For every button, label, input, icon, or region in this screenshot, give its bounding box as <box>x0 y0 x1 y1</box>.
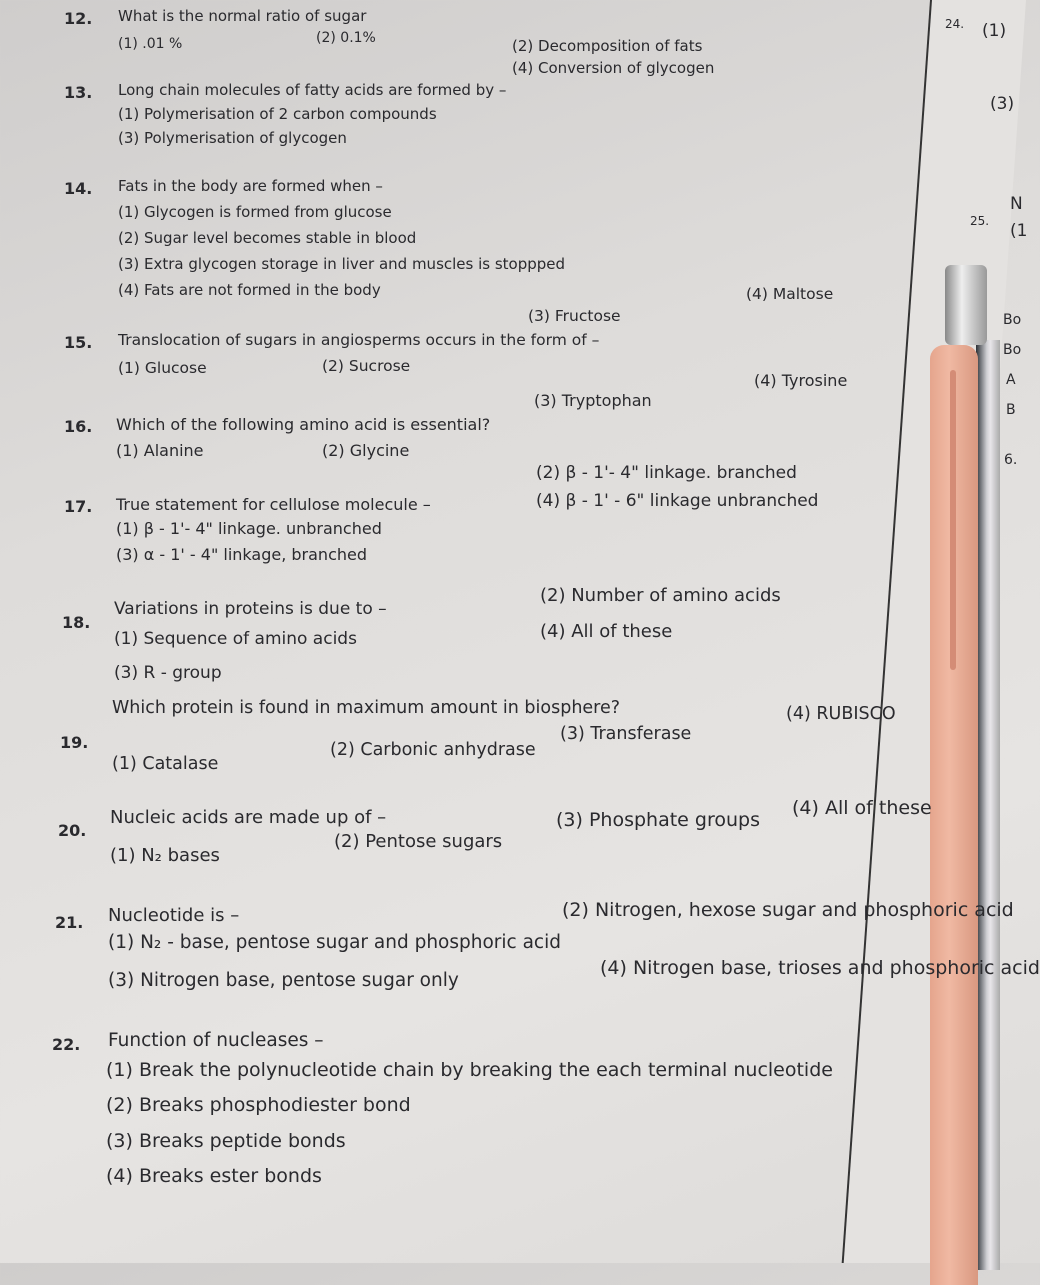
option: (2) Breaks phosphodiester bond <box>106 1094 411 1116</box>
option: (3) Phosphate groups <box>556 809 760 831</box>
option: (4) Conversion of glycogen <box>512 59 715 77</box>
question-text: Function of nucleases – <box>108 1030 324 1051</box>
question-number: 22. <box>52 1035 81 1054</box>
option: (3) <box>990 94 1015 114</box>
option: (4) β - 1' - 6" linkage unbranched <box>536 491 819 511</box>
option: (1) Alanine <box>116 441 204 460</box>
option: (3) Fructose <box>528 307 621 325</box>
text-fragment: 6. <box>1004 452 1018 468</box>
option: (2) 0.1% <box>316 30 376 46</box>
option: (4) All of these <box>792 797 932 819</box>
option: (3) α - 1' - 4" linkage, branched <box>116 545 367 564</box>
option: (4) Breaks ester bonds <box>106 1165 322 1187</box>
text-fragment: (1 <box>1010 221 1028 241</box>
question-text: Variations in proteins is due to – <box>114 599 387 619</box>
text-fragment: Bo <box>1003 312 1022 328</box>
option: (3) Tryptophan <box>534 391 652 410</box>
option: (2) Sugar level becomes stable in blood <box>118 229 417 247</box>
question-number: 16. <box>64 417 93 436</box>
question-text: Long chain molecules of fatty acids are formed by – <box>118 81 507 99</box>
question-number: 21. <box>55 913 84 932</box>
question-number: 25. <box>970 214 990 228</box>
option: (4) Tyrosine <box>754 371 848 390</box>
question-text: Translocation of sugars in angiosperms occurs in the form of – <box>118 331 600 349</box>
option: (1) Break the polynucleotide chain by breaking the each terminal nucleotide <box>106 1059 833 1081</box>
question-number: 15. <box>64 333 93 352</box>
option: (1) Polymerisation of 2 carbon compounds <box>118 105 437 123</box>
pen-ferrule <box>945 265 987 345</box>
text-fragment: B <box>1006 402 1016 418</box>
pen-clip <box>950 370 956 670</box>
option: (1) N₂ bases <box>110 845 220 866</box>
option: (4) Fats are not formed in the body <box>118 281 381 299</box>
option: (3) Breaks peptide bonds <box>106 1130 346 1152</box>
question-text: Nucleic acids are made up of – <box>110 807 387 828</box>
option: (1) β - 1'- 4" linkage. unbranched <box>116 519 382 538</box>
option: (2) Glycine <box>322 441 410 460</box>
question-text: What is the normal ratio of sugar <box>118 7 367 25</box>
option: (3) R - group <box>114 663 222 683</box>
question-text: Fats in the body are formed when – <box>118 177 383 195</box>
text-fragment: Bo <box>1003 342 1022 358</box>
option: (3) Polymerisation of glycogen <box>118 129 347 147</box>
option: (4) Nitrogen base, trioses and phosphoric acid <box>600 957 1040 979</box>
option: (3) Transferase <box>560 724 692 744</box>
question-number: 14. <box>64 179 93 198</box>
option: (4) All of these <box>540 621 673 642</box>
question-text: Which of the following amino acid is essential? <box>116 415 491 434</box>
option: (2) Sucrose <box>322 357 411 375</box>
question-number: 24. <box>945 17 965 31</box>
option: (2) Carbonic anhydrase <box>330 740 536 760</box>
option: (1) Sequence of amino acids <box>114 629 357 649</box>
option: (2) Decomposition of fats <box>512 37 703 55</box>
option: (1) <box>982 21 1007 41</box>
option: (3) Nitrogen base, pentose sugar only <box>108 970 459 991</box>
option: (2) Pentose sugars <box>334 831 503 852</box>
option: (3) Extra glycogen storage in liver and muscles is stoppped <box>118 255 566 273</box>
question-text: Which protein is found in maximum amount in biosphere? <box>112 698 621 718</box>
question-text: Nucleotide is – <box>108 905 240 926</box>
question-number: 18. <box>62 613 91 632</box>
text-fragment: N <box>1010 194 1023 214</box>
option: (2) Nitrogen, hexose sugar and phosphoric acid <box>562 899 1014 921</box>
option: (1) N₂ - base, pentose sugar and phosphoric acid <box>108 932 561 953</box>
pen-barrel <box>976 340 1000 1270</box>
option: (4) RUBISCO <box>786 704 896 724</box>
option: (1) Glycogen is formed from glucose <box>118 203 392 221</box>
question-number: 12. <box>64 9 93 28</box>
option: (1) Glucose <box>118 359 207 377</box>
option: (1) .01 % <box>118 36 183 52</box>
question-number: 17. <box>64 497 93 516</box>
question-number: 19. <box>60 733 89 752</box>
option: (1) Catalase <box>112 754 219 774</box>
text-fragment: A <box>1006 372 1016 388</box>
option: (2) Number of amino acids <box>540 585 781 606</box>
option: (2) β - 1'- 4" linkage. branched <box>536 463 797 483</box>
question-number: 13. <box>64 83 93 102</box>
question-number: 20. <box>58 821 87 840</box>
question-text: True statement for cellulose molecule – <box>116 495 431 514</box>
option: (4) Maltose <box>746 285 834 303</box>
